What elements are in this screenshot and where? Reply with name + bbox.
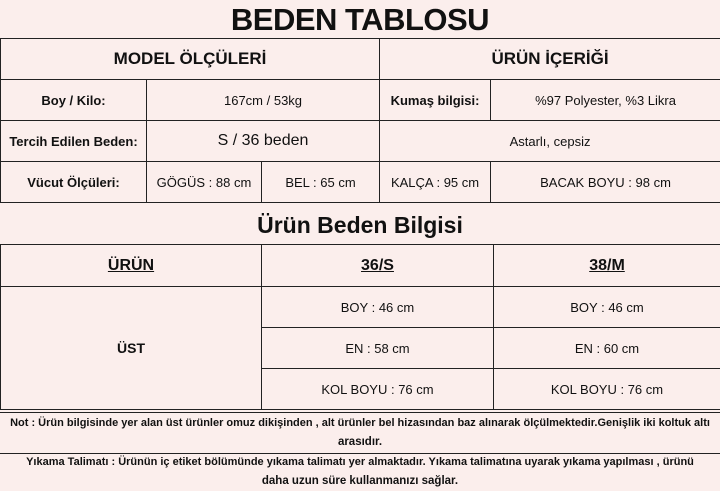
size-s-column-header: 36/S (262, 245, 494, 287)
size-info-title: Ürün Beden Bilgisi (257, 212, 463, 238)
measurement-note-line1: Not : Ürün bilgisinde yer alan üst ürünler omuz dikişinden , alt ürünler bel hizasından baz alınarak ölçülmektedir.Genişlik iki koltuk altı (10, 417, 710, 429)
model-info-table (0, 38, 720, 203)
preferred-size-value: S / 36 beden (147, 121, 380, 162)
height-weight-value: 167cm / 53kg (147, 80, 380, 121)
leg-length-measurement: BACAK BOYU : 98 cm (491, 162, 720, 203)
lining-info: Astarlı, cepsiz (380, 121, 720, 162)
m-width: EN : 60 cm (494, 328, 720, 369)
waist-measurement: BEL : 65 cm (262, 162, 380, 203)
product-column-header: ÜRÜN (1, 245, 262, 287)
hip-measurement: KALÇA : 95 cm (380, 162, 491, 203)
fabric-label: Kumaş bilgisi: (380, 80, 491, 121)
m-sleeve-length: KOL BOYU : 76 cm (494, 369, 720, 410)
height-weight-label: Boy / Kilo: (1, 80, 147, 121)
preferred-size-label: Tercih Edilen Beden: (1, 121, 147, 162)
fabric-value: %97 Polyester, %3 Likra (491, 80, 720, 121)
m-length: BOY : 46 cm (494, 287, 720, 328)
body-measurements-label: Vücut Ölçüleri: (1, 162, 147, 203)
s-width: EN : 58 cm (262, 328, 494, 369)
page-title: BEDEN TABLOSU (230, 2, 490, 37)
washing-line1: Yıkama Talimatı : Ürünün iç etiket bölümünde yıkama talimatı yer almaktadır. Yıkama talimatına uyarak yıkama yapılması , ürünü (26, 456, 694, 468)
chest-measurement: GÖGÜS : 88 cm (147, 162, 262, 203)
size-info-table (0, 244, 720, 410)
washing-instructions (0, 452, 720, 491)
product-content-header: ÜRÜN İÇERİĞİ (380, 39, 720, 80)
measurement-note (0, 412, 720, 454)
size-m-column-header: 38/M (494, 245, 720, 287)
measurement-note-line2: arasıdır. (337, 436, 383, 448)
model-measurements-header: MODEL ÖLÇÜLERİ (1, 39, 380, 80)
s-length: BOY : 46 cm (262, 287, 494, 328)
s-sleeve-length: KOL BOYU : 76 cm (262, 369, 494, 410)
washing-line2: daha uzun süre kullanmanızı sağlar. (261, 475, 459, 487)
product-row-label: ÜST (1, 287, 262, 410)
